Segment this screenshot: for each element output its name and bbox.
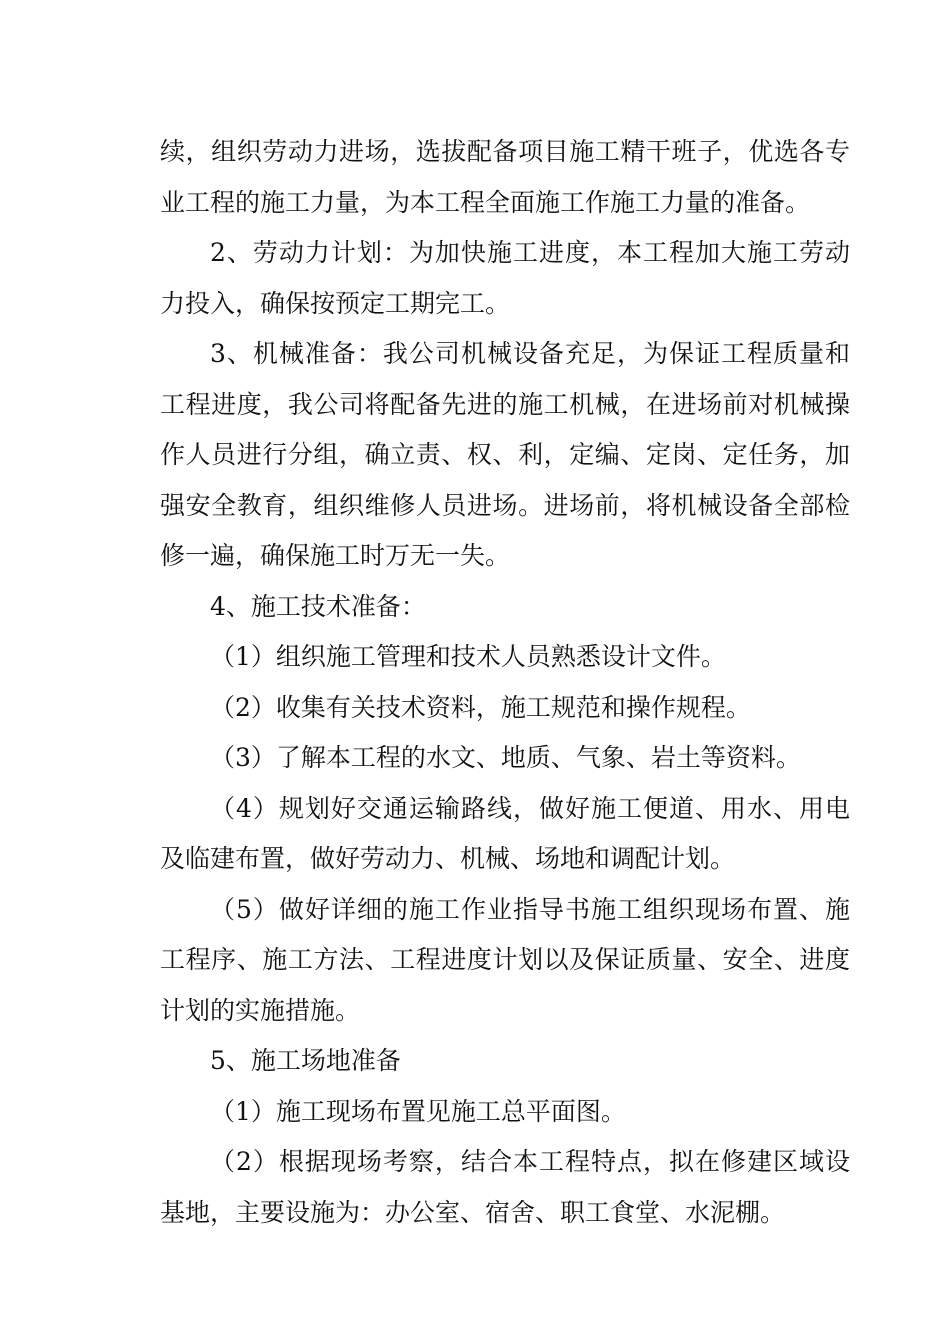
list-item-site-2: （2）根据现场考察，结合本工程特点，拟在修建区域设基地，主要设施为：办公室、宿舍、职工食堂、水泥棚。 (160, 1147, 850, 1227)
list-item-technical-2: （2）收集有关技术资料，施工规范和操作规程。 (210, 692, 751, 722)
paragraph-machinery-preparation: 3、机械准备：我公司机械设备充足，为保证工程质量和工程进度，我公司将配备先进的施工机械，在进场前对机械操作人员进行分组，确立责、权、利，定编、定岗、定任务，加强安全教育，组织维修人员进场。进场前，将机械设备全部检修一遍，确保施工时万无一失。 (160, 339, 850, 570)
list-item-technical-4: （4）规划好交通运输路线，做好施工便道、用水、用电及临建布置，做好劳动力、机械、场地和调配计划。 (160, 793, 850, 873)
paragraph-continuation: 续，组织劳动力进场，选拔配备项目施工精干班子，优选各专业工程的施工力量，为本工程全面施工作施工力量的准备。 (160, 137, 850, 217)
list-item-technical-5: （5）做好详细的施工作业指导书施工组织现场布置、施工程序、施工方法、工程进度计划以及保证质量、安全、进度计划的实施措施。 (160, 894, 850, 1025)
list-item-technical-3: （3）了解本工程的水文、地质、气象、岩土等资料。 (210, 743, 801, 772)
list-item-site-1: （1）施工现场布置见施工总平面图。 (210, 1096, 626, 1126)
paragraph-labor-plan: 2、劳动力计划：为加快施工进度，本工程加大施工劳动力投入，确保按预定工期完工。 (160, 238, 850, 318)
paragraph-site-preparation-heading: 5、施工场地准备 (210, 1046, 401, 1075)
document-body (160, 127, 850, 1238)
list-item-technical-1: （1）组织施工管理和技术人员熟悉设计文件。 (210, 642, 726, 671)
paragraph-technical-preparation-heading: 4、施工技术准备： (210, 591, 426, 621)
